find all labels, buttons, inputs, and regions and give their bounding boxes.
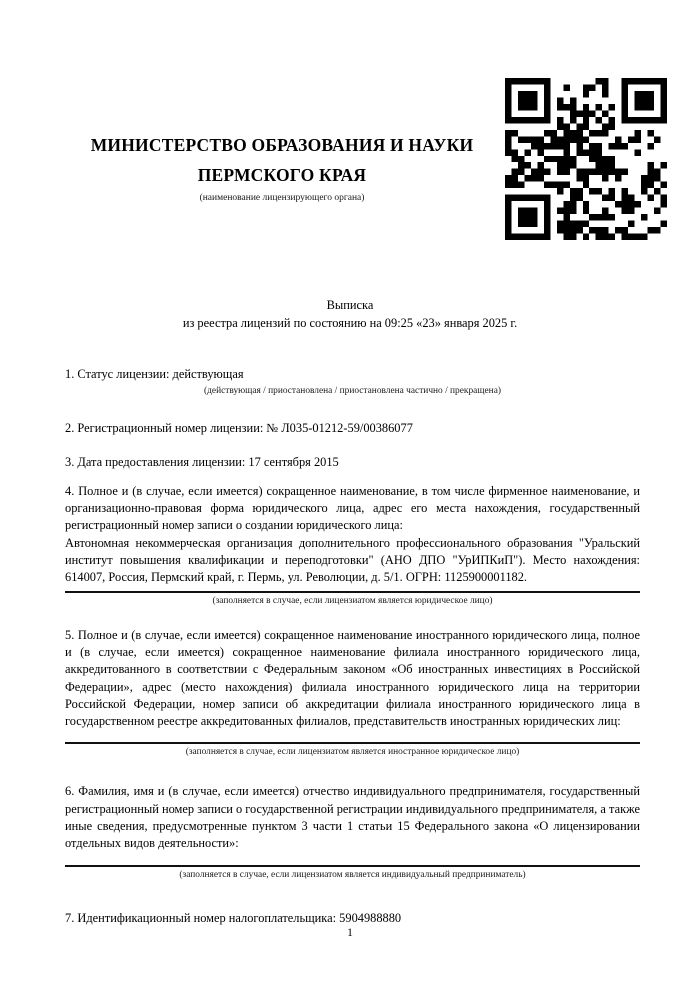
item3-grant-date: 3. Дата предоставления лицензии: 17 сентября 2015 [65, 454, 339, 469]
page-number: 1 [347, 927, 353, 939]
ministry-caption: (наименование лицензирующего органа) [199, 193, 365, 203]
item6-caption: (заполняется в случае, если лицензиатом является индивидуальный предприниматель) [179, 869, 526, 880]
ministry-name-line2: ПЕРМСКОГО КРАЯ [197, 165, 367, 185]
extract-body [65, 366, 640, 927]
item7-taxpayer-number: 7. Идентификационный номер налогоплательщика: 5904988880 [65, 910, 402, 925]
qr-code-icon [505, 78, 667, 240]
item5-underline [65, 742, 640, 744]
item1-status: 1. Статус лицензии: действующая [65, 367, 244, 381]
item1-caption: (действующая / приостановлена / приостановлена частично / прекращена) [204, 386, 501, 397]
item4-legal-entity-label: 4. Полное и (в случае, если имеется) сокращенное наименование, в том числе фирменное наименование, и организационно-правовая форма юридического лица, адрес его места нахождения, государственный регистрационный номер записи о создании юридического лица: [65, 483, 640, 533]
extract-title-block [60, 296, 640, 332]
item4-underline [65, 591, 640, 593]
extract-title: Выписка [326, 298, 374, 312]
item4-legal-entity-value: Автономная некоммерческая организация дополнительного профессионального образования "Уральский институт повышения квалификации и переподготовки" (АНО ДПО "УрИПКиП"). Место нахождения: 614007, Россия, Пермский край, г. Пермь, ул. Революции, д. 5/1. ОГРН: 1125900001182. [65, 535, 640, 585]
item5-caption: (заполняется в случае, если лицензиатом является иностранное юридическое лицо) [185, 747, 520, 758]
item6-underline [65, 865, 640, 867]
item6-entrepreneur-label: 6. Фамилия, имя и (в случае, если имеется) отчество индивидуального предпринимателя, государственный регистрационный номер записи о государственной регистрации индивидуального предпринимателя, а также иные сведения, предусмотренные пунктом 3 части 1 статьи 15 Федерального закона «О лицензировании отдельных видов деятельности»: [65, 784, 640, 851]
extract-subtitle: из реестра лицензий по состоянию на 09:25 «23» января 2025 г. [182, 316, 518, 330]
item4-caption: (заполняется в случае, если лицензиатом является юридическое лицо) [212, 595, 493, 606]
licensing-authority-header [62, 130, 502, 205]
item2-registration-number: 2. Регистрационный номер лицензии: № Л035-01212-59/00386077 [65, 421, 413, 436]
ministry-name-line1: МИНИСТЕРСТВО ОБРАЗОВАНИЯ И НАУКИ [90, 135, 474, 155]
item5-foreign-entity-label: 5. Полное и (в случае, если имеется) сокращенное наименование иностранного юридического лица, полное и (в случае, если имеется) сокращенное наименование филиала иностранного юридического лица, аккредитованного в соответствии с Федеральным законом «Об иностранных инвестициях в Российской Федерации», адрес (место нахождения) филиала иностранного юридического лица на территории Российской Федерации, номер записи об аккредитации филиала иностранного юридического лица в государственном реестре аккредитованных филиалов, представительств иностранных юридических лиц: [65, 627, 640, 729]
